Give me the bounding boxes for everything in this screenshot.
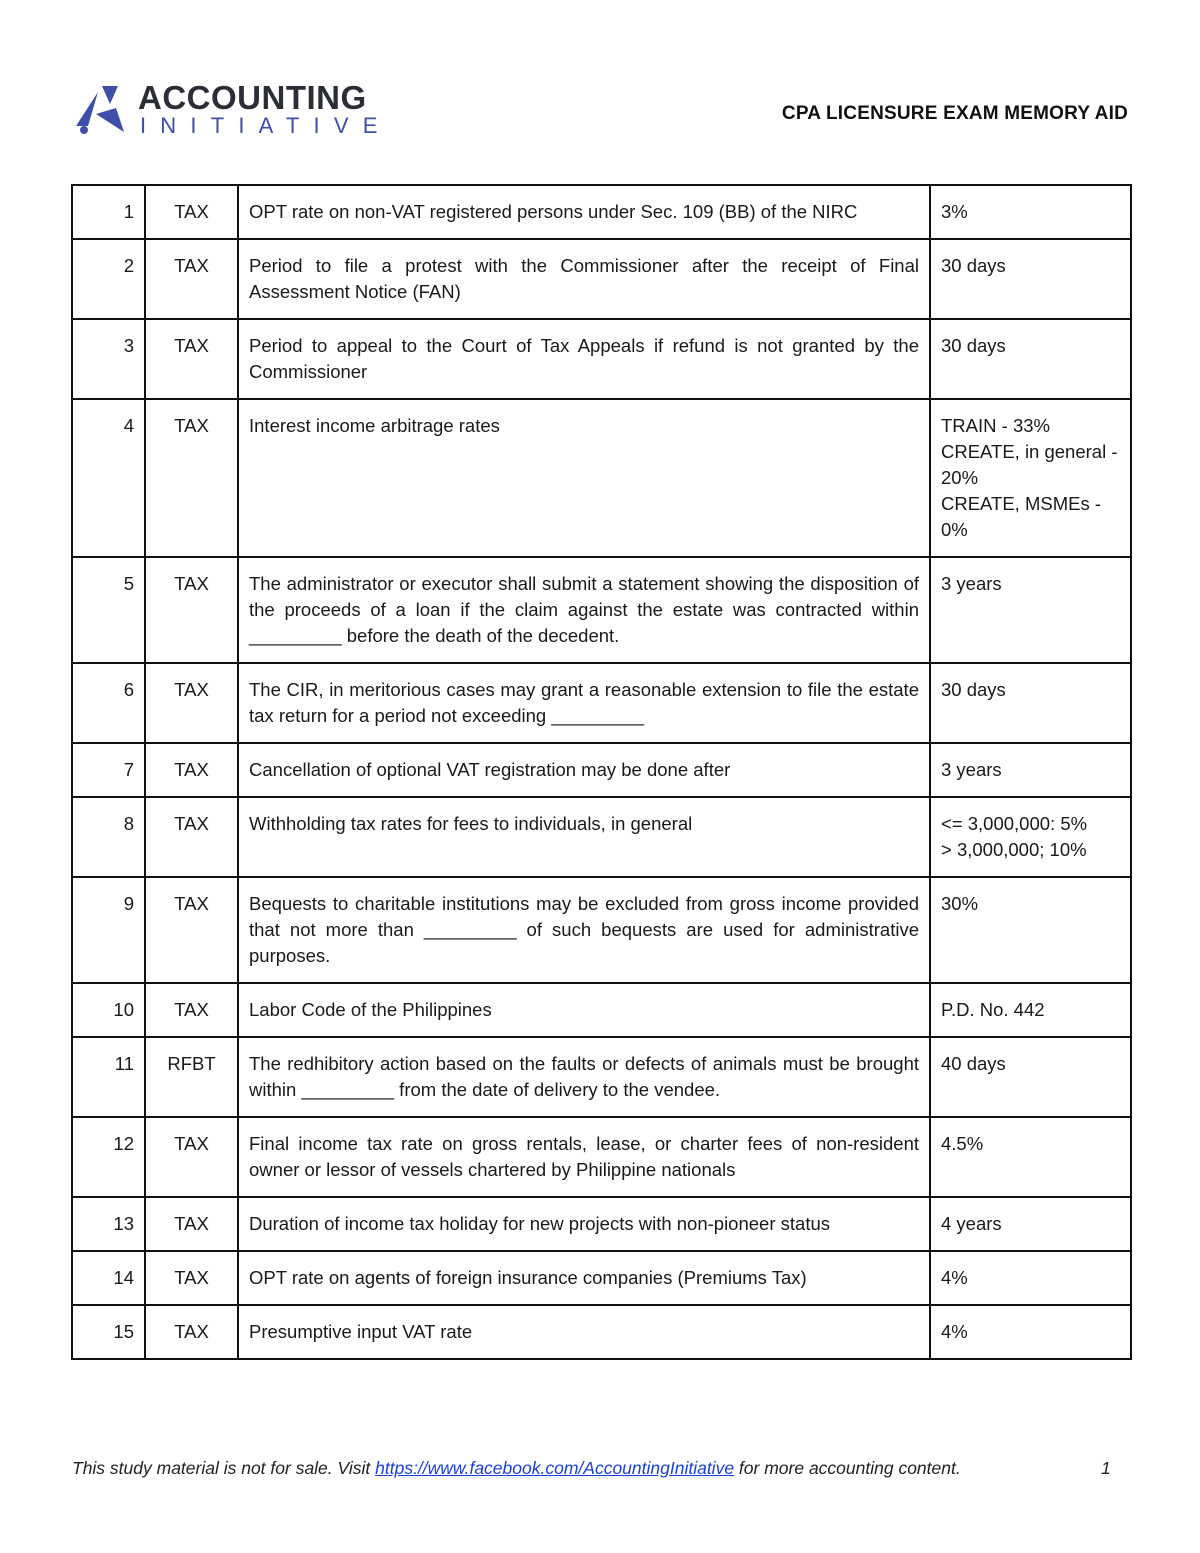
- row-number: 2: [72, 239, 145, 319]
- answer-line: 40 days: [941, 1053, 1006, 1074]
- row-number: 5: [72, 557, 145, 663]
- row-subject: TAX: [145, 877, 238, 983]
- row-answer: [930, 557, 1131, 663]
- row-question: Period to file a protest with the Commissioner after the receipt of Final Assessment Notice (FAN): [238, 239, 930, 319]
- row-number: 7: [72, 743, 145, 797]
- row-answer: [930, 319, 1131, 399]
- row-number: 6: [72, 663, 145, 743]
- footer-text-before: This study material is not for sale. Visit: [72, 1458, 376, 1478]
- row-number: 3: [72, 319, 145, 399]
- table-row: [72, 239, 1131, 319]
- row-subject: TAX: [145, 1117, 238, 1197]
- row-answer: [930, 399, 1131, 557]
- answer-line: CREATE, MSMEs - 0%: [941, 493, 1101, 540]
- answer-line: 3 years: [941, 573, 1002, 594]
- row-subject: TAX: [145, 663, 238, 743]
- answer-line: P.D. No. 442: [941, 999, 1045, 1020]
- row-question: Bequests to charitable institutions may be excluded from gross income provided that not more than _________ of such bequests are used for administrative purposes.: [238, 877, 930, 983]
- row-number: 4: [72, 399, 145, 557]
- table-row: [72, 1251, 1131, 1305]
- answer-line: 30 days: [941, 335, 1006, 356]
- row-answer: [930, 877, 1131, 983]
- answer-line: 30 days: [941, 255, 1006, 276]
- row-subject: RFBT: [145, 1037, 238, 1117]
- brand-logo: [72, 80, 392, 140]
- row-question: OPT rate on non-VAT registered persons under Sec. 109 (BB) of the NIRC: [238, 185, 930, 239]
- accounting-initiative-logo-icon: [72, 82, 132, 138]
- row-number: 8: [72, 797, 145, 877]
- table-row: [72, 983, 1131, 1037]
- answer-line: 4 years: [941, 1213, 1002, 1234]
- table-row: [72, 1037, 1131, 1117]
- table-row: [72, 743, 1131, 797]
- row-question: The redhibitory action based on the faults or defects of animals must be brought within _________ from the date of delivery to the vendee.: [238, 1037, 930, 1117]
- page-title: CPA LICENSURE EXAM MEMORY AID: [781, 103, 1128, 124]
- answer-line: 30%: [941, 893, 979, 914]
- answer-line: 3%: [941, 201, 968, 222]
- table-row: [72, 1117, 1131, 1197]
- brand-name-line1: ACCOUNTING: [138, 79, 367, 116]
- row-number: 10: [72, 983, 145, 1037]
- row-question: Final income tax rate on gross rentals, lease, or charter fees of non-resident owner or lessor of vessels chartered by Philippine nationals: [238, 1117, 930, 1197]
- page-number: 1: [1101, 1458, 1111, 1478]
- row-answer: [930, 1117, 1131, 1197]
- row-subject: TAX: [145, 743, 238, 797]
- table-row: [72, 877, 1131, 983]
- table-row: [72, 319, 1131, 399]
- row-subject: TAX: [145, 557, 238, 663]
- answer-line: 4%: [941, 1267, 968, 1288]
- footer-text-after: for more accounting content.: [734, 1458, 961, 1478]
- row-number: 15: [72, 1305, 145, 1359]
- row-answer: [930, 185, 1131, 239]
- row-answer: [930, 1305, 1131, 1359]
- table-row: [72, 399, 1131, 557]
- row-question: The CIR, in meritorious cases may grant a reasonable extension to file the estate tax return for a period not exceeding _________: [238, 663, 930, 743]
- answer-line: 4%: [941, 1321, 968, 1342]
- memory-aid-table: [71, 184, 1132, 1360]
- row-question: Interest income arbitrage rates: [238, 399, 930, 557]
- answer-line: > 3,000,000; 10%: [941, 839, 1087, 860]
- row-question: Period to appeal to the Court of Tax Appeals if refund is not granted by the Commissioner: [238, 319, 930, 399]
- row-question: Cancellation of optional VAT registration may be done after: [238, 743, 930, 797]
- row-number: 9: [72, 877, 145, 983]
- table-row: [72, 1305, 1131, 1359]
- row-answer: [930, 1197, 1131, 1251]
- row-subject: TAX: [145, 239, 238, 319]
- row-question: Withholding tax rates for fees to individuals, in general: [238, 797, 930, 877]
- row-question: Labor Code of the Philippines: [238, 983, 930, 1037]
- row-answer: [930, 983, 1131, 1037]
- answer-line: CREATE, in general - 20%: [941, 441, 1118, 488]
- brand-name-line2: INITIATIVE: [140, 113, 392, 138]
- row-subject: TAX: [145, 1197, 238, 1251]
- row-subject: TAX: [145, 185, 238, 239]
- table-row: [72, 1197, 1131, 1251]
- row-answer: [930, 797, 1131, 877]
- answer-line: 4.5%: [941, 1133, 984, 1154]
- row-question: Presumptive input VAT rate: [238, 1305, 930, 1359]
- answer-line: <= 3,000,000: 5%: [941, 813, 1088, 834]
- row-number: 11: [72, 1037, 145, 1117]
- row-question: The administrator or executor shall submit a statement showing the disposition of the proceeds of a loan if the claim against the estate was contracted within _________ before the death of the decedent.: [238, 557, 930, 663]
- row-answer: [930, 239, 1131, 319]
- answer-line: 30 days: [941, 679, 1006, 700]
- row-answer: [930, 1251, 1131, 1305]
- answer-line: 3 years: [941, 759, 1002, 780]
- row-number: 14: [72, 1251, 145, 1305]
- row-answer: [930, 1037, 1131, 1117]
- table-row: [72, 797, 1131, 877]
- row-subject: TAX: [145, 1251, 238, 1305]
- row-subject: TAX: [145, 1305, 238, 1359]
- row-answer: [930, 663, 1131, 743]
- row-subject: TAX: [145, 319, 238, 399]
- facebook-link[interactable]: https://www.facebook.com/AccountingInitiative: [375, 1458, 735, 1478]
- row-answer: [930, 743, 1131, 797]
- footer-note: [72, 1458, 961, 1479]
- row-question: Duration of income tax holiday for new projects with non-pioneer status: [238, 1197, 930, 1251]
- row-subject: TAX: [145, 797, 238, 877]
- row-number: 1: [72, 185, 145, 239]
- row-subject: TAX: [145, 983, 238, 1037]
- table-row: [72, 185, 1131, 239]
- row-number: 13: [72, 1197, 145, 1251]
- row-question: OPT rate on agents of foreign insurance companies (Premiums Tax): [238, 1251, 930, 1305]
- row-subject: TAX: [145, 399, 238, 557]
- table-row: [72, 663, 1131, 743]
- row-number: 12: [72, 1117, 145, 1197]
- answer-line: TRAIN - 33%: [941, 415, 1050, 436]
- table-row: [72, 557, 1131, 663]
